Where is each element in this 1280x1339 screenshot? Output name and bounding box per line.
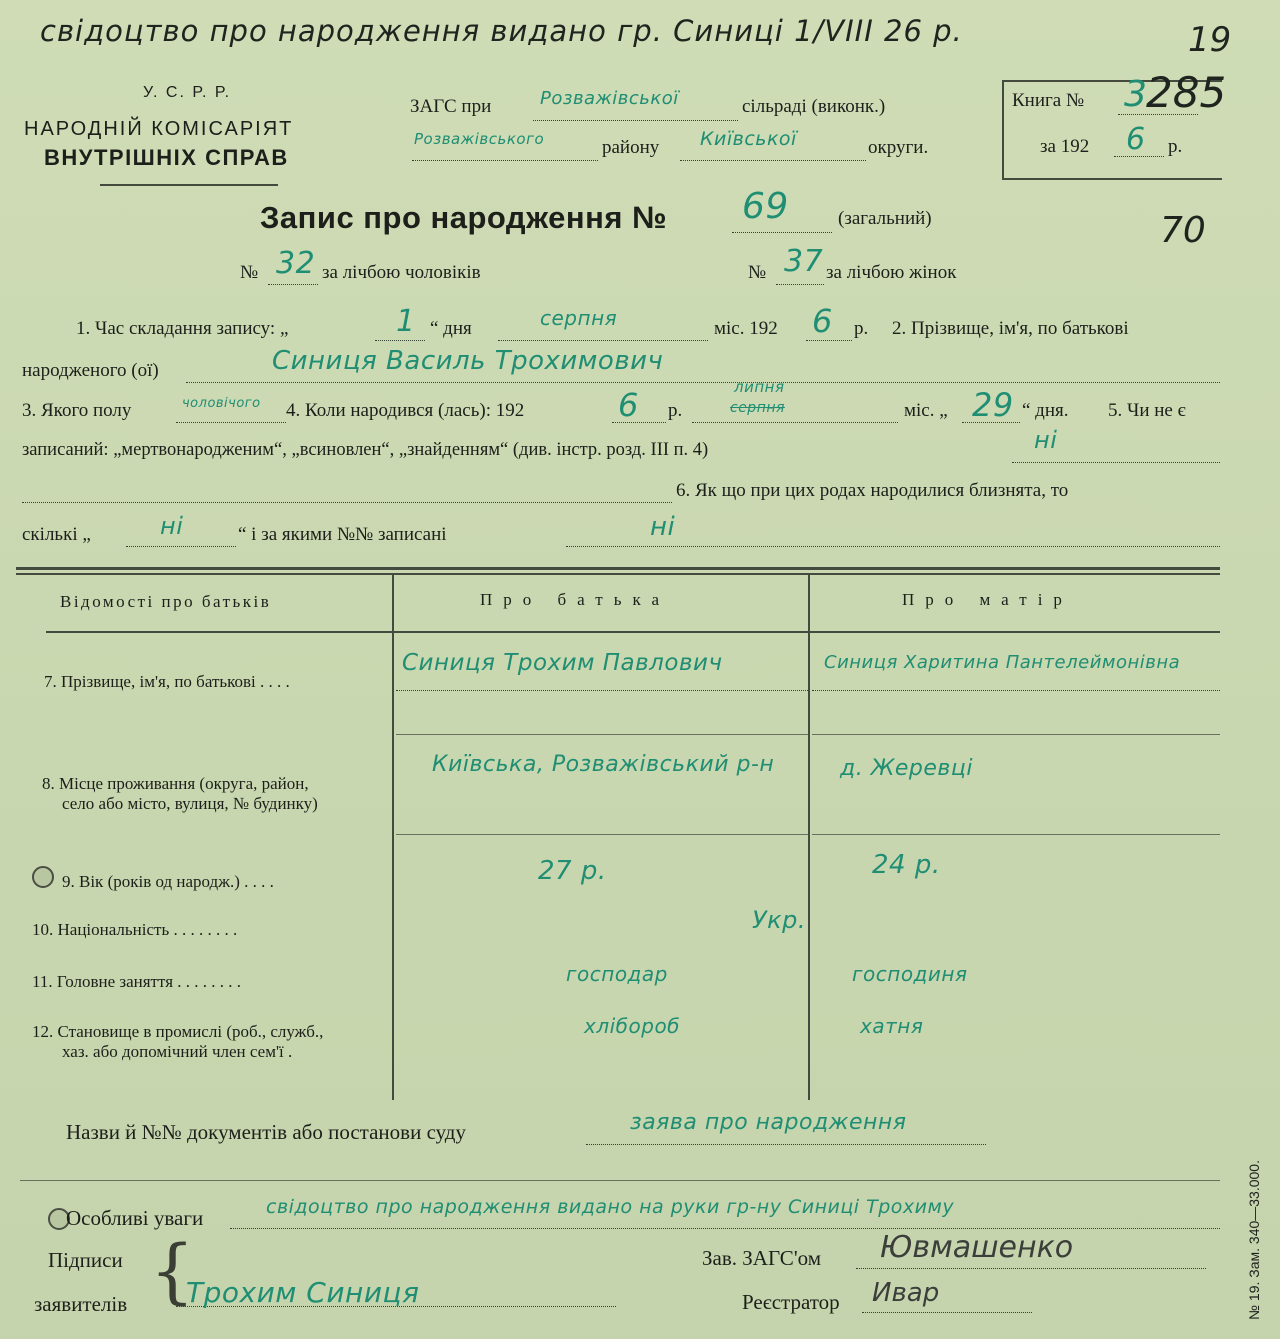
- field-4-year: 6: [618, 386, 639, 424]
- head-signature: Ювмашенко: [880, 1230, 1074, 1265]
- field-3-label: 3. Якого полу: [22, 400, 132, 421]
- silradi-label: сільраді (виконк.): [742, 96, 886, 117]
- born-name-value: Синиця Василь Трохимович: [272, 346, 664, 376]
- female-count-label: за лічбою жінок: [826, 262, 957, 283]
- table-header-father: Про батька: [480, 590, 671, 609]
- row-12-father: хлібороб: [584, 1014, 681, 1038]
- field-4-day-suffix: “ дня.: [1022, 400, 1069, 421]
- row-7-father: Синиця Трохим Павлович: [402, 650, 723, 676]
- row-9-label: 9. Вік (років од народж.) . . . .: [62, 872, 274, 891]
- applicant-signature: Трохим Синиця: [186, 1276, 420, 1309]
- book-box-bottom: [1002, 178, 1222, 180]
- book-year-suffix: р.: [1168, 136, 1183, 157]
- female-no-label: №: [748, 262, 767, 283]
- row-11-father: господар: [566, 962, 668, 986]
- table-column-divider-2: [808, 575, 810, 1100]
- field-4-year-suffix: р.: [668, 400, 683, 421]
- row-8-father: Київська, Розважівський р-н: [432, 752, 775, 777]
- row-11-mother: господиня: [852, 962, 968, 986]
- raion-label: району: [602, 137, 660, 158]
- field-6-label: 6. Як що при цих родах народилися близнята, то: [676, 480, 1069, 501]
- born-label: народженого (ої): [22, 360, 159, 381]
- row-12-label-line-2: хаз. або допомічний член сем'ї .: [62, 1042, 293, 1061]
- state-label: У. С. Р. Р.: [143, 84, 232, 101]
- field-4-label: 4. Коли народився (лась): 192: [286, 400, 525, 421]
- row-10-label: 10. Національність . . . . . . . .: [32, 920, 238, 939]
- applicants-label-2: заявителів: [34, 1292, 128, 1316]
- row-8-label-line-1: 8. Місце проживання (округа, район,: [42, 774, 309, 793]
- field-4-month-label: міс. „: [904, 400, 948, 421]
- row-10-father: Укр.: [752, 906, 806, 934]
- applicants-label-1: Підписи: [48, 1248, 123, 1272]
- book-year-value: 6: [1126, 122, 1146, 157]
- male-count-number: 32: [276, 246, 316, 281]
- field-5-label: 5. Чи не є: [1108, 400, 1186, 421]
- registrar-signature: Ивар: [872, 1278, 940, 1308]
- zags-label: ЗАГС при: [410, 96, 492, 117]
- corner-number: 19: [1188, 20, 1232, 60]
- field-1-month-label: міс. 192: [714, 318, 778, 339]
- header-underline: [100, 184, 278, 186]
- table-top-rule-thick: [16, 567, 1220, 570]
- raion-value: Розважівського: [414, 130, 545, 148]
- row-12-mother: хатня: [860, 1014, 924, 1038]
- field-6-value: ні: [650, 512, 676, 542]
- field-6-numbers-label: “ і за якими №№ записані: [238, 524, 447, 545]
- table-column-divider-1: [392, 575, 394, 1100]
- field-2-label: 2. Прізвище, ім'я, по батькові: [892, 318, 1129, 339]
- row-9-mother: 24 р.: [872, 850, 941, 880]
- field-6-count: ні: [160, 512, 184, 540]
- field-1-day: 1: [396, 304, 416, 339]
- row-11-label: 11. Головне заняття . . . . . . . .: [32, 972, 242, 991]
- row-7-mother: Синиця Харитина Пантелеймонівна: [824, 652, 1181, 673]
- row-12-label-line-1: 12. Становище в промислі (роб., служб.,: [32, 1022, 324, 1041]
- row-7-rule: [396, 734, 808, 735]
- table-header-parents: Відомості про батьків: [60, 592, 272, 611]
- table-header-rule: [46, 631, 1220, 633]
- remarks-label: Особливі уваги: [66, 1206, 204, 1230]
- book-overwrite: 285: [1146, 68, 1227, 117]
- top-handwritten-note: свідоцтво про народження видано гр. Синиці 1/VIII 26 р.: [40, 14, 963, 48]
- general-label: (загальний): [838, 208, 932, 229]
- field-1-label: 1. Час складання запису: „: [76, 318, 289, 339]
- field-1-day-suffix: “ дня: [430, 318, 472, 339]
- row-7-label: 7. Прізвище, ім'я, по батькові . . . .: [44, 672, 290, 691]
- record-title: Запис про народження №: [260, 200, 668, 235]
- table-header-mother: Про матір: [902, 590, 1073, 609]
- row-8-rule: [396, 834, 808, 835]
- side-number: 70: [1160, 210, 1206, 251]
- row-7-rule-right: [812, 734, 1220, 735]
- book-year-label: за 192: [1040, 136, 1090, 157]
- binder-hole-top: [32, 866, 54, 888]
- field-4-month-struck: серпня: [730, 400, 785, 416]
- row-8-rule-right: [812, 834, 1220, 835]
- book-box-left: [1002, 80, 1004, 180]
- field-5-line: записаний: „мертвонародженим“, „всиновлен“, „знайденням“ (див. інстр. розд. III п. 4): [22, 440, 709, 460]
- documents-value: заява про народження: [630, 1110, 907, 1135]
- head-label: Зав. ЗАГС'ом: [702, 1246, 821, 1270]
- documents-rule: [20, 1180, 1220, 1181]
- field-6-count-label: скількі „: [22, 524, 91, 545]
- field-4-month: липня: [734, 378, 785, 396]
- table-top-rule-thin: [16, 573, 1220, 575]
- book-value: 3: [1124, 74, 1148, 115]
- applicants-brace: {: [150, 1230, 195, 1312]
- field-1-year-suffix: р.: [854, 318, 869, 339]
- field-5-value: ні: [1034, 426, 1058, 454]
- male-no-label: №: [240, 262, 259, 283]
- row-8-mother: д. Жеревці: [840, 756, 973, 781]
- commissariat-line-2: ВНУТРІШНІХ СПРАВ: [44, 145, 289, 170]
- row-9-father: 27 р.: [538, 856, 607, 886]
- field-1-month: серпня: [540, 306, 618, 330]
- book-label: Книга №: [1012, 90, 1085, 111]
- documents-label: Назви й №№ документів або постанови суду: [66, 1120, 466, 1144]
- print-mark: № 19. Зам. 340—33.000.: [1246, 1160, 1262, 1320]
- commissariat-line-1: НАРОДНІЙ КОМІСАРІЯТ: [24, 118, 294, 140]
- field-3-value: чоловічого: [182, 396, 261, 411]
- male-count-label: за лічбою чоловіків: [322, 262, 481, 283]
- field-1-year: 6: [812, 302, 833, 340]
- okruha-label: округи.: [868, 137, 929, 158]
- remarks-value: свідоцтво про народження видано на руки гр-ну Синиці Трохиму: [266, 1196, 955, 1218]
- row-8-label-line-2: село або місто, вулиця, № будинку): [62, 794, 318, 813]
- registrar-label: Реєстратор: [742, 1290, 840, 1314]
- field-4-day: 29: [972, 386, 1014, 424]
- record-number: 69: [742, 186, 789, 227]
- female-count-number: 37: [784, 244, 824, 279]
- zags-value: Розважівської: [540, 88, 679, 109]
- okruha-value: Київської: [700, 128, 797, 150]
